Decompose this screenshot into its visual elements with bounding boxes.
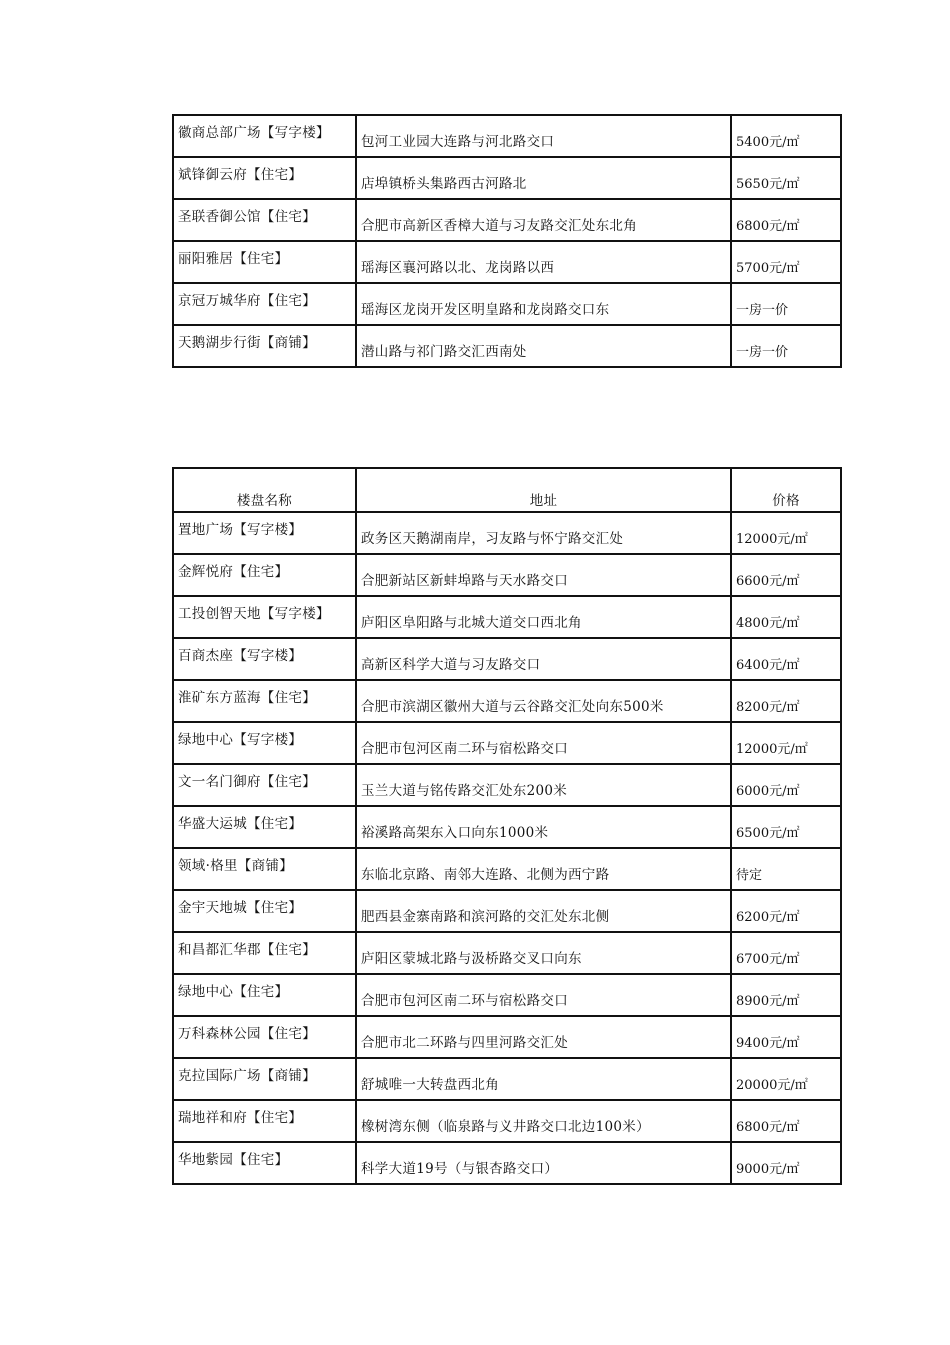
project-name: 徽商总部广场【写字楼】 xyxy=(178,125,330,141)
project-price: 8200元/㎡ xyxy=(736,700,800,715)
project-address-cell xyxy=(356,638,731,680)
project-price-cell xyxy=(731,932,841,974)
listing-table-2 xyxy=(172,467,842,1185)
project-address: 裕溪路高架东入口向东1000米 xyxy=(361,825,549,841)
project-name-cell xyxy=(173,806,356,848)
project-price: 5400元/㎡ xyxy=(736,135,800,150)
project-address-cell xyxy=(356,157,731,199)
project-price-cell xyxy=(731,1100,841,1142)
project-price-cell xyxy=(731,1058,841,1100)
project-price-cell xyxy=(731,325,841,367)
project-price-cell xyxy=(731,283,841,325)
table-row xyxy=(173,806,841,848)
project-name-cell xyxy=(173,157,356,199)
project-name-cell xyxy=(173,722,356,764)
project-address: 店埠镇桥头集路西古河路北 xyxy=(361,176,527,192)
project-address-cell xyxy=(356,115,731,157)
header-name: 楼盘名称 xyxy=(236,493,293,509)
project-address: 肥西县金寨南路和滨河路的交汇处东北侧 xyxy=(361,909,610,925)
project-address-cell xyxy=(356,512,731,554)
table-row xyxy=(173,325,841,367)
project-name-cell xyxy=(173,554,356,596)
project-address: 合肥市包河区南二环与宿松路交口 xyxy=(361,741,568,757)
project-address: 庐阳区蒙城北路与汲桥路交叉口向东 xyxy=(361,951,582,967)
project-address-cell xyxy=(356,554,731,596)
project-price: 一房一价 xyxy=(736,345,789,360)
project-price: 待定 xyxy=(736,868,763,883)
project-address-cell xyxy=(356,1142,731,1184)
project-name: 天鹅湖步行街【商铺】 xyxy=(178,335,316,351)
project-address: 舒城唯一大转盘西北角 xyxy=(361,1077,499,1093)
listing-table-1 xyxy=(172,114,842,368)
project-address-cell xyxy=(356,974,731,1016)
project-price-cell xyxy=(731,638,841,680)
project-address: 高新区科学大道与习友路交口 xyxy=(361,657,541,673)
project-name: 置地广场【写字楼】 xyxy=(178,522,303,538)
project-price-cell xyxy=(731,157,841,199)
project-name-cell xyxy=(173,680,356,722)
project-name-cell xyxy=(173,764,356,806)
project-address-cell xyxy=(356,241,731,283)
project-address-cell xyxy=(356,325,731,367)
project-price-cell xyxy=(731,1016,841,1058)
header-cell-name xyxy=(173,468,356,512)
project-name-cell xyxy=(173,283,356,325)
project-price-cell xyxy=(731,241,841,283)
table-row xyxy=(173,764,841,806)
project-name: 京冠万城华府【住宅】 xyxy=(178,293,316,309)
table-row xyxy=(173,680,841,722)
project-price-cell xyxy=(731,722,841,764)
project-address-cell xyxy=(356,283,731,325)
project-name: 文一名门御府【住宅】 xyxy=(178,774,316,790)
project-address: 瑶海区襄河路以北、龙岗路以西 xyxy=(361,260,555,276)
project-address-cell xyxy=(356,806,731,848)
table-row xyxy=(173,554,841,596)
project-price-cell xyxy=(731,890,841,932)
table-row xyxy=(173,199,841,241)
table-row xyxy=(173,848,841,890)
project-address: 政务区天鹅湖南岸，习友路与怀宁路交汇处 xyxy=(361,531,624,547)
project-name-cell xyxy=(173,241,356,283)
project-name-cell xyxy=(173,1058,356,1100)
project-price: 20000元/㎡ xyxy=(736,1078,808,1093)
project-name: 绿地中心【写字楼】 xyxy=(178,732,303,748)
project-price-cell xyxy=(731,554,841,596)
project-name: 百商杰座【写字楼】 xyxy=(178,648,303,664)
project-price: 12000元/㎡ xyxy=(736,742,808,757)
table-row xyxy=(173,157,841,199)
project-name-cell xyxy=(173,115,356,157)
project-name: 万科森林公园【住宅】 xyxy=(178,1026,316,1042)
table-header-row xyxy=(173,468,841,512)
project-price: 5650元/㎡ xyxy=(736,177,800,192)
project-price-cell xyxy=(731,512,841,554)
project-address-cell xyxy=(356,764,731,806)
project-address-cell xyxy=(356,848,731,890)
project-address: 玉兰大道与铭传路交汇处东200米 xyxy=(361,783,568,799)
project-address: 科学大道19号（与银杏路交口） xyxy=(361,1161,559,1177)
project-name: 瑞地祥和府【住宅】 xyxy=(178,1110,303,1126)
project-name-cell xyxy=(173,890,356,932)
project-name-cell xyxy=(173,848,356,890)
project-price-cell xyxy=(731,115,841,157)
header-address: 地址 xyxy=(529,493,558,509)
project-address: 合肥市高新区香樟大道与习友路交汇处东北角 xyxy=(361,218,637,234)
project-address: 合肥市包河区南二环与宿松路交口 xyxy=(361,993,568,1009)
project-name: 淮矿东方蓝海【住宅】 xyxy=(178,690,316,706)
project-price: 6200元/㎡ xyxy=(736,910,800,925)
table-row xyxy=(173,1142,841,1184)
project-price-cell xyxy=(731,1142,841,1184)
project-price: 6400元/㎡ xyxy=(736,658,800,673)
project-address-cell xyxy=(356,932,731,974)
project-price: 4800元/㎡ xyxy=(736,616,800,631)
project-price: 8900元/㎡ xyxy=(736,994,800,1009)
project-price: 9400元/㎡ xyxy=(736,1036,800,1051)
table-row xyxy=(173,115,841,157)
table-row xyxy=(173,890,841,932)
project-name: 领域·格里【商铺】 xyxy=(178,858,293,874)
project-address: 包河工业园大连路与河北路交口 xyxy=(361,134,555,150)
project-price: 一房一价 xyxy=(736,303,789,318)
project-price: 6800元/㎡ xyxy=(736,1120,800,1135)
project-address-cell xyxy=(356,680,731,722)
project-name-cell xyxy=(173,1100,356,1142)
table-row xyxy=(173,638,841,680)
project-name-cell xyxy=(173,596,356,638)
project-name: 金辉悦府【住宅】 xyxy=(178,564,289,580)
project-address: 庐阳区阜阳路与北城大道交口西北角 xyxy=(361,615,582,631)
project-name-cell xyxy=(173,638,356,680)
project-name-cell xyxy=(173,199,356,241)
project-address: 瑶海区龙岗开发区明皇路和龙岗路交口东 xyxy=(361,302,610,318)
project-price-cell xyxy=(731,764,841,806)
project-address-cell xyxy=(356,596,731,638)
table-row xyxy=(173,283,841,325)
project-address: 潜山路与祁门路交汇西南处 xyxy=(361,344,527,360)
project-name: 金宇天地城【住宅】 xyxy=(178,900,303,916)
project-price-cell xyxy=(731,848,841,890)
project-name: 华盛大运城【住宅】 xyxy=(178,816,303,832)
table-row xyxy=(173,241,841,283)
listing-table-2-body xyxy=(173,512,841,1184)
project-address: 橡树湾东侧（临泉路与义井路交口北边100米） xyxy=(361,1119,650,1135)
project-name: 斌锋御云府【住宅】 xyxy=(178,167,303,183)
project-price: 6600元/㎡ xyxy=(736,574,800,589)
table-row xyxy=(173,722,841,764)
project-price-cell xyxy=(731,199,841,241)
project-name-cell xyxy=(173,325,356,367)
project-price: 6700元/㎡ xyxy=(736,952,800,967)
project-name: 圣联香御公馆【住宅】 xyxy=(178,209,316,225)
header-price: 价格 xyxy=(772,493,800,509)
project-name: 和昌都汇华郡【住宅】 xyxy=(178,942,316,958)
project-name: 华地紫园【住宅】 xyxy=(178,1152,289,1168)
project-name: 丽阳雅居【住宅】 xyxy=(178,251,289,267)
project-name-cell xyxy=(173,512,356,554)
project-name-cell xyxy=(173,1016,356,1058)
project-address: 合肥新站区新蚌埠路与天水路交口 xyxy=(361,573,568,589)
project-address: 东临北京路、南邻大连路、北侧为西宁路 xyxy=(361,867,610,883)
project-address-cell xyxy=(356,199,731,241)
project-price: 6500元/㎡ xyxy=(736,826,800,841)
project-price-cell xyxy=(731,974,841,1016)
project-name: 克拉国际广场【商铺】 xyxy=(178,1068,316,1084)
project-name: 工投创智天地【写字楼】 xyxy=(178,606,330,622)
project-name-cell xyxy=(173,932,356,974)
project-name-cell xyxy=(173,974,356,1016)
project-name-cell xyxy=(173,1142,356,1184)
table-row xyxy=(173,1100,841,1142)
project-address-cell xyxy=(356,1016,731,1058)
project-address-cell xyxy=(356,1058,731,1100)
project-price: 6800元/㎡ xyxy=(736,219,800,234)
table-row xyxy=(173,596,841,638)
project-price-cell xyxy=(731,596,841,638)
header-cell-address xyxy=(356,468,731,512)
table-row xyxy=(173,932,841,974)
project-address-cell xyxy=(356,890,731,932)
project-name: 绿地中心【住宅】 xyxy=(178,984,289,1000)
table-row xyxy=(173,1016,841,1058)
project-price: 12000元/㎡ xyxy=(736,532,808,547)
project-price: 6000元/㎡ xyxy=(736,784,800,799)
project-address-cell xyxy=(356,1100,731,1142)
header-cell-price xyxy=(731,468,841,512)
project-price-cell xyxy=(731,806,841,848)
project-price: 9000元/㎡ xyxy=(736,1162,800,1177)
table-row xyxy=(173,512,841,554)
table-row xyxy=(173,1058,841,1100)
project-address-cell xyxy=(356,722,731,764)
project-price-cell xyxy=(731,680,841,722)
project-price: 5700元/㎡ xyxy=(736,261,800,276)
listing-table-1-body xyxy=(173,115,841,367)
table-row xyxy=(173,974,841,1016)
project-address: 合肥市滨湖区徽州大道与云谷路交汇处向东500米 xyxy=(361,699,664,715)
project-address: 合肥市北二环路与四里河路交汇处 xyxy=(361,1035,568,1051)
